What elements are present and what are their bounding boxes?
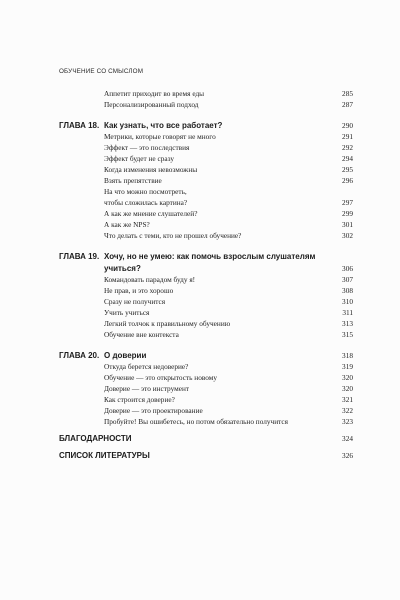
- toc-entry-title: Не прав, и это хорошо: [104, 286, 174, 295]
- toc-entry-title: Эффект будет не сразу: [104, 154, 174, 163]
- toc-entry-page: 323: [342, 417, 353, 426]
- chapter-page: 318: [342, 351, 353, 360]
- section-page: 326: [342, 451, 353, 460]
- toc-entry-title: На что можно посмотреть,: [104, 187, 187, 196]
- toc-entry-page: 310: [342, 297, 353, 306]
- chapter-label: ГЛАВА 20.: [59, 351, 100, 360]
- toc-entry-page: 295: [342, 165, 353, 174]
- toc-entry-page: 307: [342, 275, 353, 284]
- toc-entry-title: Когда изменения невозможны: [104, 165, 198, 174]
- toc-entry-title: Эффект — это последствия: [104, 143, 190, 152]
- toc-entry-title: Сразу не получится: [104, 297, 166, 306]
- toc-entry-title: Аппетит приходит во время еды: [104, 89, 205, 98]
- toc-entry-title: Командовать парадом буду я!: [104, 275, 196, 284]
- chapter-page: 306: [342, 264, 353, 273]
- toc-entry-page: 321: [342, 395, 353, 404]
- chapter-label: ГЛАВА 19.: [59, 252, 100, 261]
- section-title: БЛАГОДАРНОСТИ: [59, 434, 132, 443]
- section-page: 324: [342, 434, 353, 443]
- toc-entry-page: 315: [342, 330, 353, 339]
- toc-entry[interactable]: [104, 416, 353, 428]
- toc-entry-title: Взять препятствие: [104, 176, 162, 185]
- toc-entry-page: 302: [342, 231, 353, 240]
- toc-entry-page: 320: [342, 373, 353, 382]
- toc-entry-page: 311: [342, 308, 353, 317]
- toc-entry-title: Легкий толчок к правильному обучению: [104, 319, 231, 328]
- chapter-title-text: Как узнать, что все работает?: [104, 121, 223, 130]
- bibliography-entry[interactable]: [59, 450, 353, 462]
- toc-entry-title: Что делать с теми, кто не прошел обучение?: [104, 231, 242, 240]
- toc-entry[interactable]: [104, 230, 353, 242]
- toc-entry-title: Метрики, которые говорят не много: [104, 132, 216, 141]
- toc-entry-title: Как строится доверие?: [104, 395, 175, 404]
- toc-entry-page: 308: [342, 286, 353, 295]
- toc-entry-title: А как же NPS?: [104, 220, 150, 229]
- chapter-title-text: Хочу, но не умею: как помочь взрослым слушателям учиться?: [104, 252, 316, 273]
- toc-entry-page: 299: [342, 209, 353, 218]
- toc-entry-title: Обучение — это открытость новому: [104, 373, 218, 382]
- toc-entry-page: 320: [342, 384, 353, 393]
- toc-entry-page: 287: [342, 100, 353, 109]
- toc-entry-title: Откуда берется недоверие?: [104, 362, 189, 371]
- toc-entry-page: 301: [342, 220, 353, 229]
- toc-entry-page: 296: [342, 176, 353, 185]
- toc-entry-page: 291: [342, 132, 353, 141]
- toc-entry-page: 285: [342, 89, 353, 98]
- chapter-title-text: О доверии: [104, 351, 147, 360]
- toc-entry-title: Доверие — это инструмент: [104, 384, 190, 393]
- toc-entry-title: Пробуйте! Вы ошибетесь, но потом обязательно получится: [104, 417, 288, 426]
- acknowledgements-entry[interactable]: [59, 433, 353, 445]
- toc-entry-title: Обучение вне контекста: [104, 330, 179, 339]
- toc-entry-page: 292: [342, 143, 353, 152]
- toc-entry-title: чтобы сложилась картина?: [104, 198, 188, 207]
- toc-entry-page: 319: [342, 362, 353, 371]
- chapter-title[interactable]: [104, 251, 353, 275]
- toc-entry-page: 297: [342, 198, 353, 207]
- toc-entry-page: 294: [342, 154, 353, 163]
- toc-entry-title: Персонализированный подход: [104, 100, 199, 109]
- chapter-page: 290: [342, 121, 353, 130]
- toc-entry-page: 313: [342, 319, 353, 328]
- toc-entry[interactable]: [104, 99, 353, 111]
- running-head: ОБУЧЕНИЕ СО СМЫСЛОМ: [59, 68, 144, 75]
- toc-entry-title: А как же мнение слушателей?: [104, 209, 198, 218]
- chapter-label: ГЛАВА 18.: [59, 121, 100, 130]
- toc-entry-title: Доверие — это проектирование: [104, 406, 203, 415]
- toc-entry[interactable]: [104, 329, 353, 341]
- toc-entry-title: Учить учиться: [104, 308, 150, 317]
- section-title: СПИСОК ЛИТЕРАТУРЫ: [59, 451, 150, 460]
- toc-entry-page: 322: [342, 406, 353, 415]
